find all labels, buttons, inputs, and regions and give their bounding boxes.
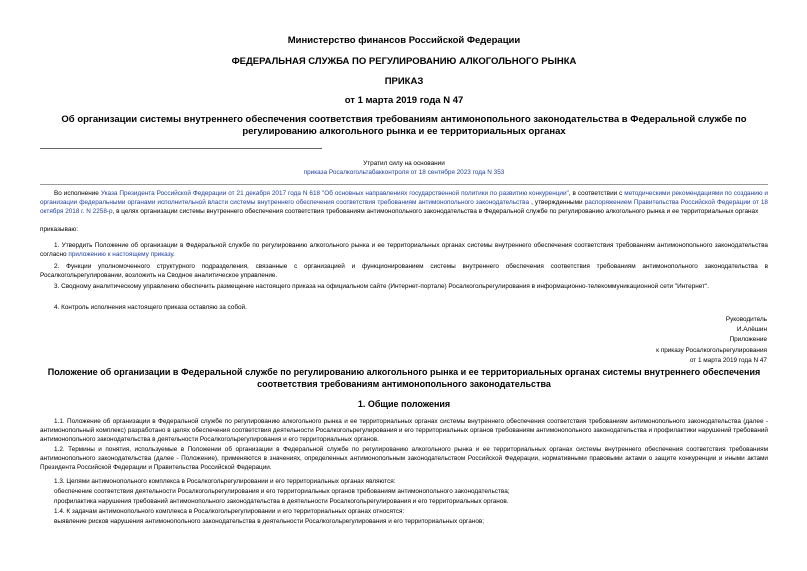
clause-1-3-b: профилактика нарушения требований антимонопольного законодательства в деятельности Росалкогольрегулирования и его территориальных органов.: [54, 498, 509, 505]
item-4: 4. Контроль исполнения настоящего приказа оставляю за собой.: [54, 304, 247, 311]
clause-1-4-a: выявление рисков нарушения антимонопольного законодательства в деятельности Росалкогольрегулирования и его территориальных органов;: [54, 518, 485, 525]
presidential-decree-link[interactable]: Указа Президента Российской Федерации от 21 декабря 2017 года N 618 "Об основных направлениях государственной политики по развитию конкуренции": [100, 190, 569, 197]
ministry-heading: Министерство финансов Российской Федерации: [287, 35, 521, 46]
order-word: приказываю:: [40, 226, 78, 233]
service-heading: ФЕДЕРАЛЬНАЯ СЛУЖБА ПО РЕГУЛИРОВАНИЮ АЛКОГОЛЬНОГО РЫНКА: [231, 56, 577, 67]
clause-1-2: 1.2. Термины и понятия, используемые в Положении об организации в Федеральной службе по регулированию алкогольного рынка и ее территориальных органах системы внутреннего обеспечения соответствия требованиям антимонопольного законодательства (далее - Положение), применяются в значениях, определенных антимонопольным законодательством Российской Федерации, нормативными правовыми актами о защите конкуренции и иными актами Президента Российской Федерации и Правительства Российской Федерации.: [40, 446, 768, 471]
preamble-text-2: , в соответствии с: [568, 190, 625, 197]
methodical-recommendations-link[interactable]: методическими рекомендациями по созданию и организации федеральными органами исполнительной власти системы внутреннего обеспечения соответствия требованиям антимонопольного законодательства: [40, 190, 769, 206]
section-1-heading: 1. Общие положения: [357, 399, 451, 409]
item-1-text: 1. Утвердить Положение об организации в Федеральной службе по регулированию алкогольного рынка и ее территориальных органах системы внутреннего обеспечения соответствия требованиям антимонопольного законодательства согласно: [40, 242, 768, 258]
order-date-number: от 1 марта 2019 года N 47: [344, 95, 464, 106]
government-order-link[interactable]: распоряжением Правительства Российской Федерации от 18 октября 2018 г. N 2258-р: [40, 198, 768, 215]
order-title: Об организации системы внутреннего обеспечения соответствия требованиям антимонопольного законодательства в Федеральной службе по регулированию алкогольного рынка и ее территориальных органах: [61, 114, 747, 137]
regulation-title: Положение об организации в Федеральной службе по регулированию алкогольного рынка и ее территориальных органах системы внутреннего обеспечения соответствия требованиям антимонопольного законодательства: [47, 367, 761, 389]
signature-position: Руководитель: [725, 316, 767, 323]
repeal-order-link[interactable]: приказа Росалкогольтабакконтроля от 18 сентября 2023 года N 353: [303, 168, 505, 176]
lost-force-label: Утратил силу на основании: [363, 160, 445, 167]
item-1-end: .: [173, 250, 175, 258]
item-1: [40, 242, 768, 260]
status-note: [40, 160, 768, 178]
clause-1-3-a: обеспечение соответствия деятельности Росалкогольрегулирования и его территориальных органов требованиям антимонопольного законодательства;: [54, 488, 510, 495]
divider-top: [40, 148, 322, 149]
appendix-label: Приложение: [729, 336, 767, 343]
item-3: 3. Сводному аналитическому управлению обеспечить размещение настоящего приказа на официальном сайте (Интернет-портале) Росалкогольрегулирования в информационно-телекоммуникационной сети "Интернет".: [54, 283, 710, 290]
preamble-text-4: , в целях организации системы внутреннего обеспечения соответствия требованиям антимонопольного законодательства в Федеральной службе по регулированию алкогольного рынка и ее территориальных органах: [112, 207, 759, 215]
item-2: 2. Функции уполномоченного структурного подразделения, связанные с организацией и функционированием системы внутреннего обеспечения соответствия требованиям антимонопольного законодательства в Росалкогольрегулировании, возложить на Сводное аналитическое управление.: [40, 263, 768, 279]
clause-1-3: 1.3. Целями антимонопольного комплекса в Росалкогольрегулировании и его территориальных органах являются:: [54, 478, 396, 485]
divider-status: [40, 184, 768, 185]
appendix-to-order: к приказу Росалкогольрегулирования: [656, 347, 767, 354]
clause-1-4: 1.4. К задачам антимонопольного комплекса в Росалкогольрегулировании и его территориальных органах относятся:: [54, 508, 405, 515]
appendix-link[interactable]: приложению к настоящему приказу: [68, 250, 174, 258]
clause-1-1: 1.1. Положение об организации в Федеральной службе по регулированию алкогольного рынка и ее территориальных органах системы внутреннего обеспечения соответствия требованиям антимонопольного законодательства (далее - антимонопольный комплекс) разработано в целях обеспечения соответствия деятельности Росалкогольрегулирования и его территориальных органов требованиям антимонопольного законодательства и профилактики нарушений требований антимонопольного законодательства в деятельности Росалкогольрегулирования и его территориальных органов.: [40, 418, 768, 443]
doc-type-heading: ПРИКАЗ: [384, 76, 424, 87]
preamble-text-3: , утвержденными: [529, 198, 585, 206]
preamble-text-1: Во исполнение: [54, 190, 101, 197]
signature-name: И.Алёшин: [736, 326, 767, 333]
preamble-paragraph: [40, 190, 768, 217]
appendix-date-number: от 1 марта 2019 года N 47: [689, 357, 767, 364]
